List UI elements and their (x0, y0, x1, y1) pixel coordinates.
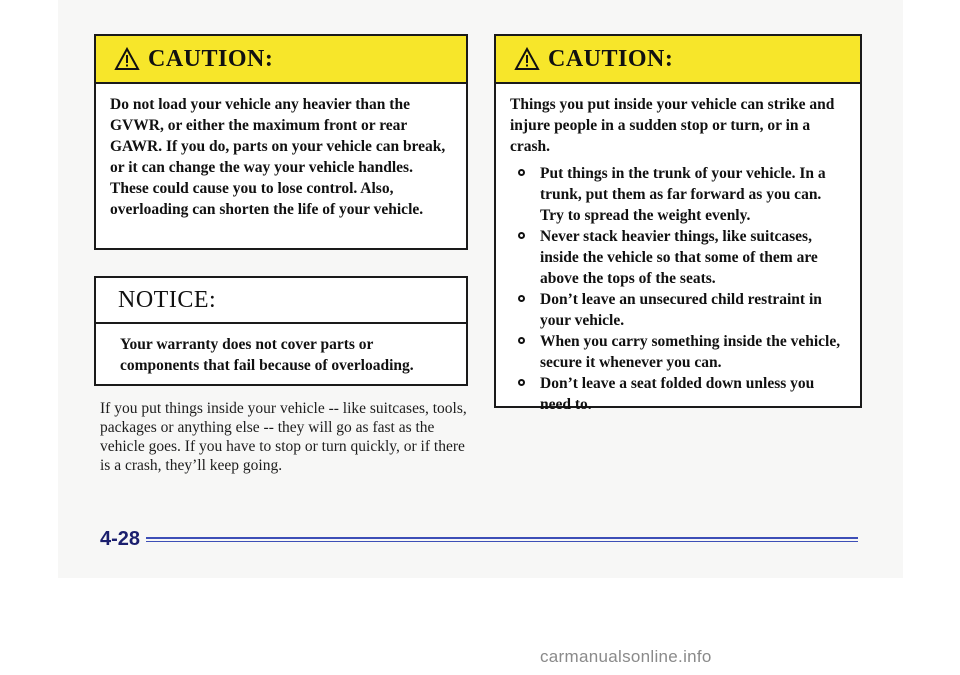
caution-box-overload (94, 34, 468, 250)
caution-header (96, 36, 466, 84)
bullet-text: When you carry something inside the vehicle, secure it whenever you can. (540, 333, 841, 371)
caution-bullet-list (510, 163, 846, 415)
notice-text: Your warranty does not cover parts or components that fail because of overloading. (120, 336, 414, 374)
caution-box-cargo (494, 34, 862, 413)
bullet-icon (518, 337, 525, 344)
bullet-item (510, 226, 846, 289)
caution-content (496, 84, 860, 415)
caution-text: Do not load your vehicle any heavier than the GVWR, or either the maximum front or rear GAWR. If you do, parts on your vehicle can break, or it can change the way your vehicle handles. These could cause you to lose control. Also, overloading can shorten the life of your vehicle. (110, 96, 446, 218)
notice-header (96, 278, 466, 324)
caution-title: CAUTION: (148, 45, 274, 72)
bullet-text: Don’t leave an unsecured child restraint in your vehicle. (540, 291, 822, 329)
warning-triangle-icon (114, 47, 140, 71)
bullet-icon (518, 232, 525, 239)
bullet-item (510, 289, 846, 331)
footer-rule (146, 537, 858, 542)
bullet-icon (518, 379, 525, 386)
bullet-item (510, 163, 846, 226)
bullet-text: Don’t leave a seat folded down unless you need to. (540, 375, 815, 413)
watermark: carmanualsonline.info (540, 647, 712, 666)
bullet-text: Put things in the trunk of your vehicle. In a trunk, put them as far forward as you can. Try to spread the weight evenly. (540, 165, 826, 224)
notice-title: NOTICE: (118, 286, 217, 313)
warning-triangle-icon (514, 47, 540, 71)
caution-header (496, 36, 860, 84)
page-number: 4-28 (100, 528, 141, 550)
bullet-text: Never stack heavier things, like suitcases, inside the vehicle so that some of them are above the tops of the seats. (540, 228, 818, 287)
bullet-icon (518, 169, 525, 176)
notice-box (94, 276, 468, 386)
body-paragraph: If you put things inside your vehicle -- like suitcases, tools, packages or anything else -- they will go as fast as the vehicle goes. If you have to stop or turn quickly, or if there is a crash, they’ll keep going. (100, 400, 467, 474)
bullet-item (510, 331, 846, 373)
bullet-item (510, 373, 846, 415)
caution-title: CAUTION: (548, 45, 674, 72)
bullet-icon (518, 295, 525, 302)
caution-intro: Things you put inside your vehicle can strike and injure people in a sudden stop or turn, or in a crash. (510, 96, 835, 155)
